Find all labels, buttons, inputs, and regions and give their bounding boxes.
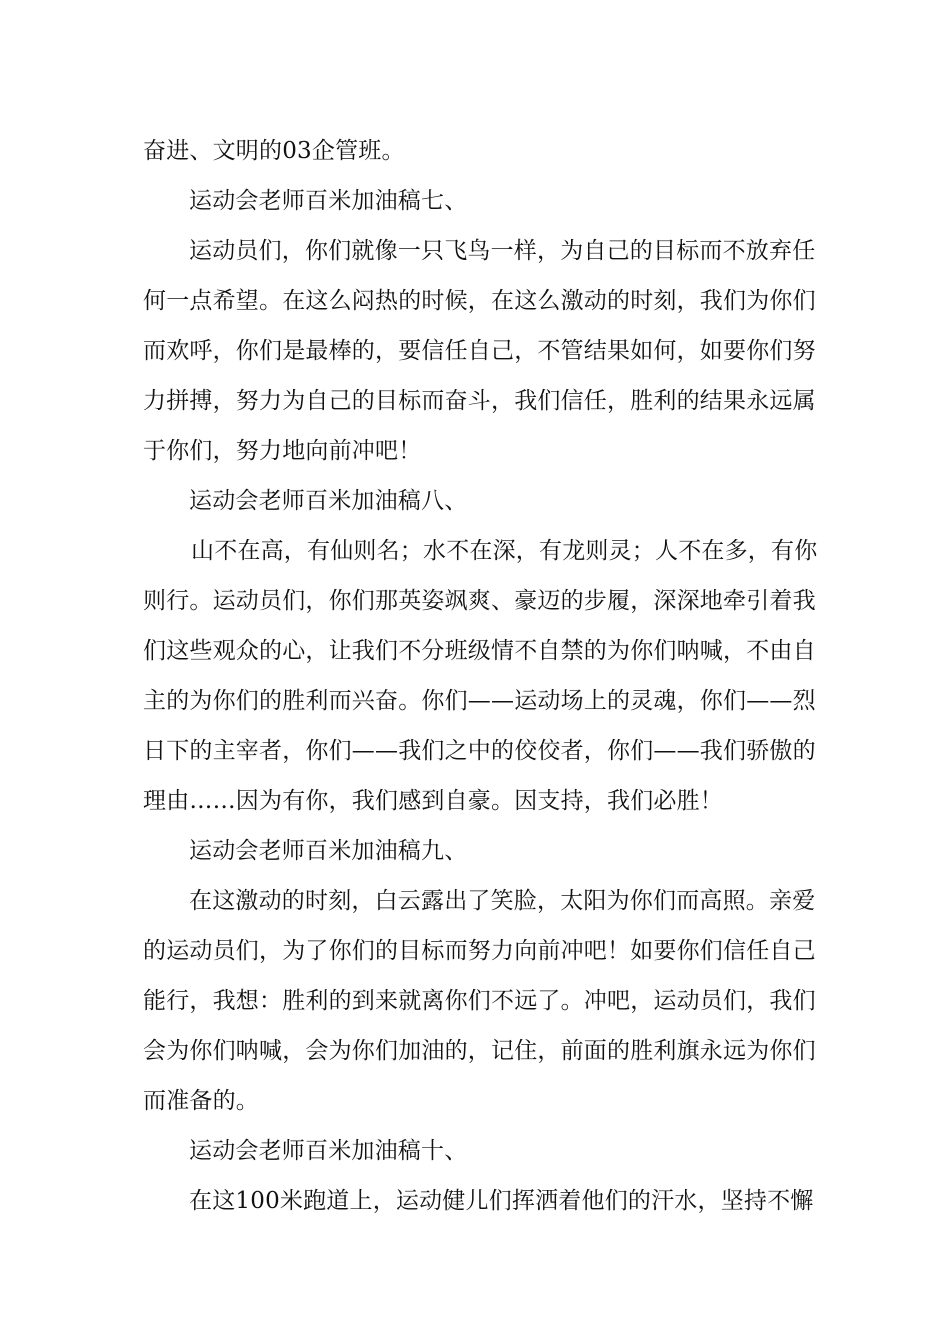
paragraph-line: 奋进、文明的03企管班。 (143, 138, 405, 164)
paragraph-line: 能行，我想：胜利的到来就离你们不远了。冲吧，运动员们，我们 (143, 988, 816, 1014)
section-heading-9: 运动会老师百米加油稿九、 (189, 838, 468, 864)
paragraph-line: 理由……因为有你，我们感到自豪。因支持，我们必胜！ (143, 788, 723, 814)
paragraph-line: 在这100米跑道上，运动健儿们挥洒着他们的汗水，坚持不懈 (189, 1188, 814, 1214)
paragraph-line: 会为你们呐喊，会为你们加油的，记住，前面的胜利旗永远为你们 (143, 1038, 816, 1064)
paragraph-line: 山不在高，有仙则名；水不在深，有龙则灵；人不在多，有你 (191, 538, 818, 564)
paragraph-line: 在这激动的时刻，白云露出了笑脸，太阳为你们而高照。亲爱 (189, 888, 816, 914)
paragraph-line: 则行。运动员们，你们那英姿飒爽、豪迈的步履，深深地牵引着我 (143, 588, 816, 614)
paragraph-line: 们这些观众的心，让我们不分班级情不自禁的为你们呐喊，不由自 (143, 638, 816, 664)
paragraph-line: 主的为你们的胜利而兴奋。你们——运动场上的灵魂，你们——烈 (143, 688, 816, 714)
paragraph-line: 运动员们，你们就像一只飞鸟一样，为自己的目标而不放弃任 (189, 238, 816, 264)
paragraph-line: 于你们，努力地向前冲吧！ (143, 438, 422, 464)
paragraph-line: 日下的主宰者，你们——我们之中的佼佼者，你们——我们骄傲的 (143, 738, 816, 764)
paragraph-line: 而欢呼，你们是最棒的，要信任自己，不管结果如何，如要你们努 (143, 338, 816, 364)
section-heading-8: 运动会老师百米加油稿八、 (189, 488, 468, 514)
paragraph-line: 力拼搏，努力为自己的目标而奋斗，我们信任，胜利的结果永远属 (143, 388, 816, 414)
section-heading-7: 运动会老师百米加油稿七、 (189, 188, 468, 214)
paragraph-line: 而准备的。 (143, 1088, 259, 1114)
paragraph-line: 何一点希望。在这么闷热的时候，在这么激动的时刻，我们为你们 (143, 288, 816, 314)
paragraph-line: 的运动员们，为了你们的目标而努力向前冲吧！如要你们信任自己 (143, 938, 816, 964)
section-heading-10: 运动会老师百米加油稿十、 (189, 1138, 468, 1164)
